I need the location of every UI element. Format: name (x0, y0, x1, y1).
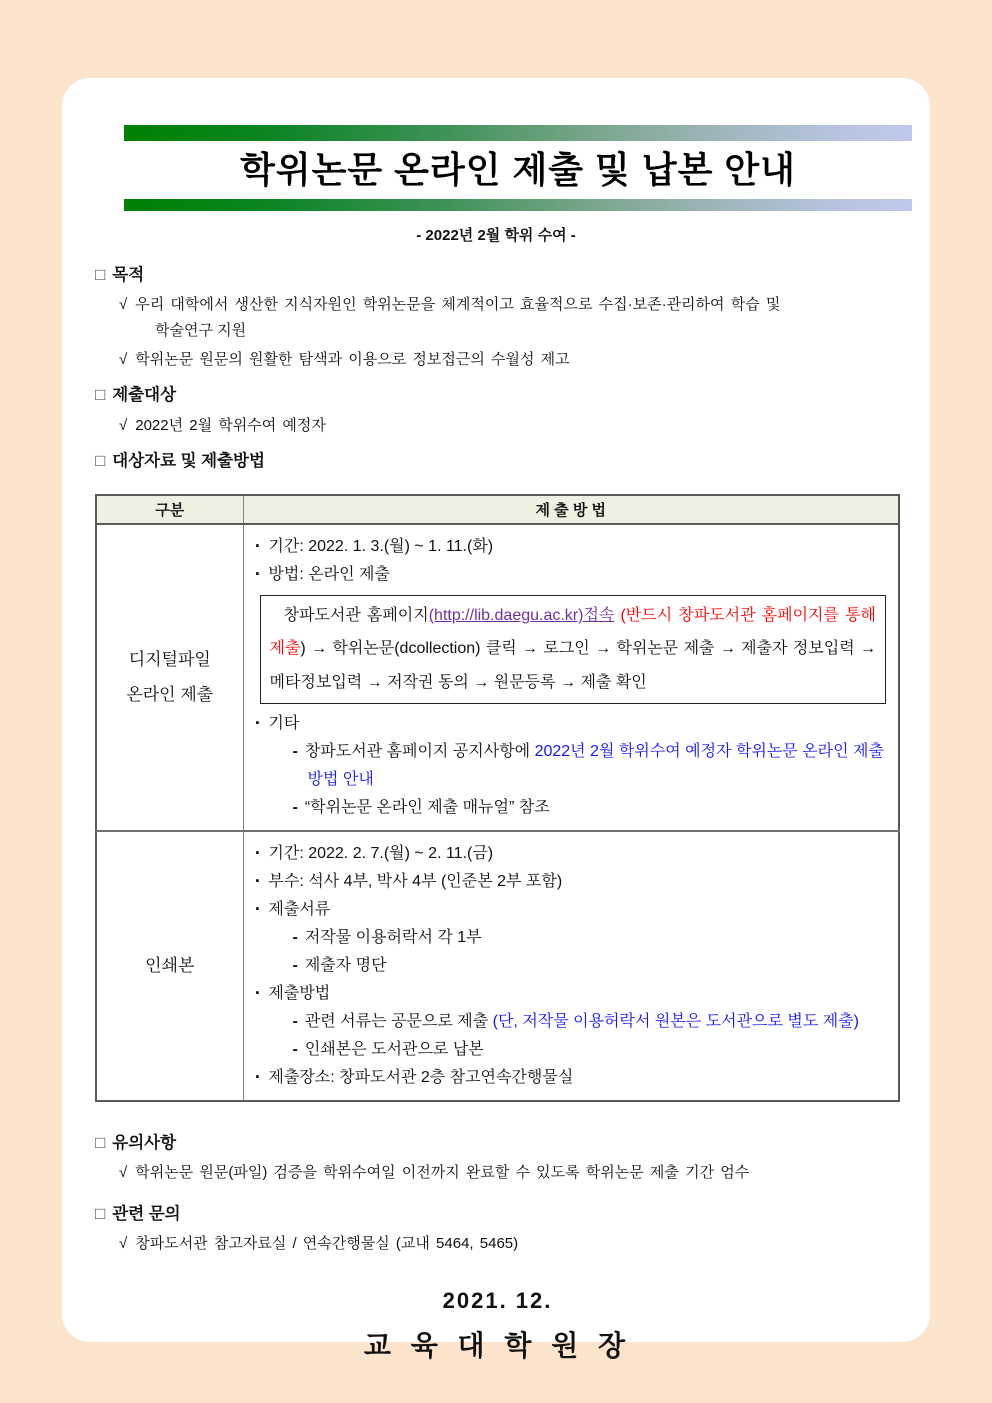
digital-etc-item-2-text: “학위논문 온라인 제출 매뉴얼” 참조 (304, 798, 550, 816)
section-title-purpose: 목적 (112, 265, 145, 284)
print-method-2-text: 인쇄본은 도서관으로 납본 (304, 1040, 484, 1058)
digital-etc-item-1 (256, 738, 889, 794)
notice-item-1-text: 학위논문 원문(파일) 검증을 학위수여일 이전까지 완료할 수 있도록 학위논문 제출 기간 엄수 (135, 1164, 750, 1182)
purpose-item-1-text: 우리 대학에서 생산한 지식자원인 학위논문을 체계적이고 효율적으로 수집·보존·관리하여 학습 및 (135, 296, 781, 314)
bullet-glyph: ▪ (255, 846, 260, 859)
section-heading-purpose (95, 262, 900, 288)
digital-period-text: 기간: 2022. 1. 3.(월) ~ 1. 11.(화) (268, 537, 494, 555)
print-copies (256, 868, 889, 896)
section-title-method: 대상자료 및 제출방법 (112, 452, 265, 471)
check-glyph: √ (119, 1164, 128, 1182)
footer-date: 2021. 12. (442, 1287, 553, 1313)
bullet-glyph: ▪ (255, 986, 260, 999)
notice-page (62, 78, 930, 1361)
print-place-text: 제출장소: 창파도서관 2층 참고연속간행물실 (268, 1068, 574, 1086)
bullet-glyph: ▪ (255, 902, 260, 915)
section-heading-notice (95, 1130, 900, 1156)
check-glyph: √ (119, 1235, 128, 1253)
print-copies-text: 부수: 석사 4부, 박사 4부 (인준본 2부 포함) (268, 872, 563, 890)
check-glyph: √ (119, 416, 128, 434)
contact-item-1-text: 창파도서관 참고자료실 / 연속간행물실 (교내 5464, 5465) (135, 1235, 519, 1253)
checkbox-glyph: □ (95, 451, 106, 471)
dash-glyph: - (292, 1012, 298, 1030)
print-doc-1-text: 저작물 이용허락서 각 1부 (304, 928, 482, 946)
dash-glyph: - (292, 956, 298, 974)
gradient-bar-top (124, 125, 912, 141)
dash-glyph: - (292, 1040, 298, 1058)
digital-etc-label: 기타 (268, 714, 300, 732)
section-title-contact: 관련 문의 (112, 1204, 181, 1223)
bullet-glyph: ▪ (255, 716, 260, 729)
dash-glyph: - (292, 742, 298, 760)
print-docs-label: 제출서류 (268, 900, 331, 918)
title-banner (124, 125, 912, 211)
row-label-digital-line1: 디지털파일 (128, 649, 211, 669)
digital-etc-item-2 (256, 794, 889, 822)
row-label-digital-line2: 온라인 제출 (126, 685, 214, 705)
procedure-warning-red: (반드시 창파도서관 홈페이지를 통해 제출 (269, 606, 876, 658)
footer-signature: 교 육 대 학 원 장 (363, 1329, 632, 1361)
bullet-glyph: ▪ (255, 874, 260, 887)
digital-submission-cell (243, 524, 899, 831)
contact-item-1 (119, 1232, 900, 1255)
print-submission-cell (243, 831, 899, 1101)
digital-how (256, 561, 889, 589)
document-body (62, 245, 930, 1364)
section-title-notice: 유의사항 (112, 1133, 177, 1152)
target-item-1 (119, 414, 900, 437)
print-period-text: 기간: 2022. 2. 7.(월) ~ 2. 11.(금) (268, 844, 494, 862)
bullet-glyph: ▪ (255, 539, 260, 552)
section-title-target: 제출대상 (112, 386, 177, 405)
print-doc-2 (256, 952, 889, 980)
table-header-row (96, 495, 899, 524)
print-method-1-prefix: 관련 서류는 공문으로 제출 (304, 1012, 493, 1030)
row-label-print: 인쇄본 (96, 831, 243, 1101)
notice-item-1 (119, 1161, 900, 1184)
print-period (256, 840, 889, 868)
bullet-glyph: ▪ (255, 1070, 260, 1083)
submission-method-table (95, 494, 900, 1102)
section-heading-contact (95, 1201, 900, 1227)
table-header-method: 제 출 방 법 (243, 495, 899, 524)
purpose-item-2 (119, 348, 900, 371)
digital-etc-item-1-highlight: 2022년 2월 학위수여 예정자 학위논문 온라인 제출방법 안내 (307, 742, 884, 788)
target-item-1-text: 2022년 2월 학위수여 예정자 (135, 416, 326, 434)
digital-how-text: 방법: 온라인 제출 (268, 565, 390, 583)
table-row-print (96, 831, 899, 1101)
print-method-1 (256, 1008, 889, 1036)
print-method (256, 980, 889, 1008)
check-glyph: √ (119, 296, 128, 314)
table-header-category: 구분 (96, 495, 243, 524)
checkbox-glyph: □ (95, 385, 106, 405)
check-glyph: √ (119, 350, 128, 368)
print-place (256, 1064, 889, 1092)
procedure-box (260, 595, 887, 704)
procedure-run-2: ) → 학위논문(dcollection) 클릭 → 로그인 → 학위논문 제출 → 제출자 정보입력 → 메타정보입력 → 저작권 동의 → 원문등록 → 제출 확인 (269, 640, 876, 692)
digital-etc-item-1-prefix: 창파도서관 홈페이지 공지사항에 (304, 742, 535, 760)
purpose-item-2-text: 학위논문 원문의 원활한 탐색과 이용으로 정보접근의 수월성 제고 (135, 350, 570, 368)
row-label-digital (96, 524, 243, 831)
procedure-run-1: 창파도서관 홈페이지 (283, 606, 429, 624)
gradient-bar-bottom (124, 199, 912, 211)
dash-glyph: - (292, 928, 298, 946)
print-method-1-highlight: (단, 저작물 이용허락서 원본은 도서관으로 별도 제출) (492, 1012, 859, 1030)
purpose-item-1-cont: 학술연구 지원 (155, 321, 247, 339)
digital-etc (256, 710, 889, 738)
section-heading-target (95, 382, 900, 408)
print-doc-1 (256, 924, 889, 952)
purpose-item-1 (119, 293, 900, 316)
print-doc-2-text: 제출자 명단 (304, 956, 387, 974)
checkbox-glyph: □ (95, 264, 106, 284)
page-title: 학위논문 온라인 제출 및 납본 안내 (240, 149, 796, 190)
checkbox-glyph: □ (95, 1132, 106, 1152)
print-method-label: 제출방법 (268, 984, 331, 1002)
digital-period (256, 533, 889, 561)
table-row-digital (96, 524, 899, 831)
bullet-glyph: ▪ (255, 567, 260, 580)
section-heading-method (95, 448, 900, 474)
checkbox-glyph: □ (95, 1203, 106, 1223)
subtitle: - 2022년 2월 학위 수여 - (416, 226, 576, 244)
print-docs (256, 896, 889, 924)
dash-glyph: - (292, 798, 298, 816)
library-url-link[interactable]: (http://lib.daegu.ac.kr)접속 (428, 606, 615, 624)
print-method-2 (256, 1036, 889, 1064)
